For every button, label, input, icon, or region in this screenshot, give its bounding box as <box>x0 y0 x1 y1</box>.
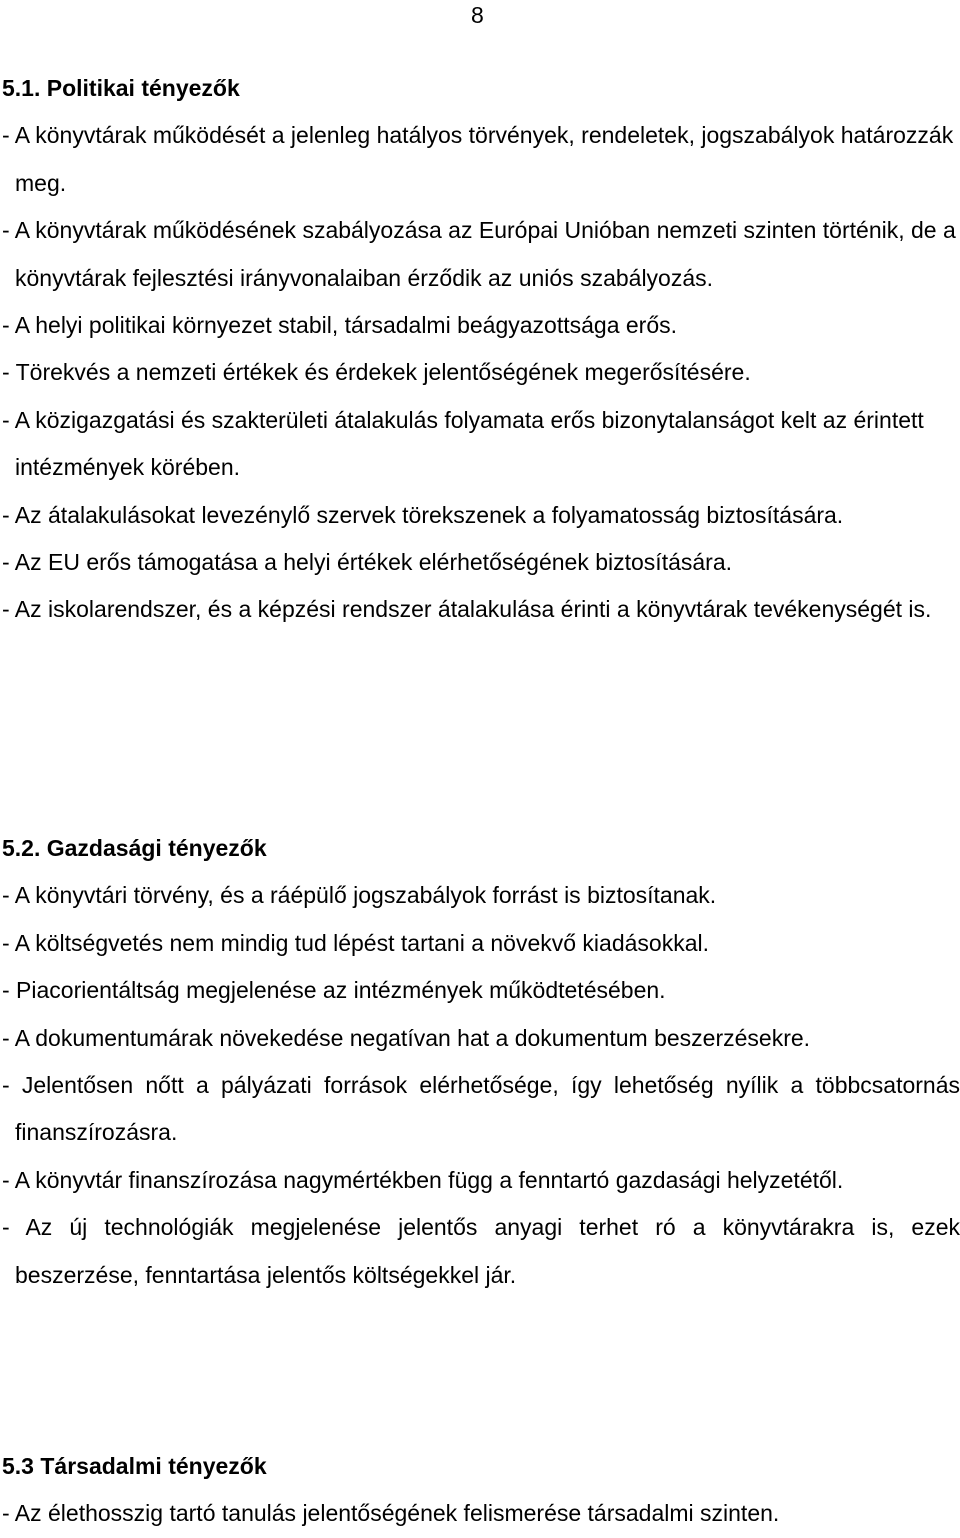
section-heading: 5.1. Politikai tényezők <box>2 75 240 101</box>
list-item: - A könyvtárak működését a jelenleg hatályos törvények, rendeletek, jogszabályok határozzák meg. <box>2 122 954 196</box>
section-heading: 5.2. Gazdasági tényezők <box>2 835 267 861</box>
list-item: - A könyvtár finanszírozása nagymértékben függ a fenntartó gazdasági helyzetétől. <box>2 1166 844 1193</box>
list-item: - A helyi politikai környezet stabil, társadalmi beágyazottsága erős. <box>2 312 678 339</box>
list-item: - Az EU erős támogatása a helyi értékek elérhetőségének biztosítására. <box>2 549 733 576</box>
list-item: - A könyvtári törvény, és a ráépülő jogszabályok forrást is biztosítanak. <box>2 882 717 909</box>
page-number: 8 <box>471 2 484 28</box>
list-item: - Jelentősen nőtt a pályázati források elérhetősége, így lehetőség nyílik a többcsatornás finanszírozásra. <box>2 1072 960 1146</box>
list-item: - A közigazgatási és szakterületi átalakulás folyamata erős bizonytalanságot kelt az érintett intézmények körében. <box>2 406 924 481</box>
list-item: - A dokumentumárak növekedése negatívan hat a dokumentum beszerzésekre. <box>2 1024 811 1051</box>
section-social-factors <box>0 1443 960 1538</box>
list-item: - Az átalakulásokat levezénylő szervek törekszenek a folyamatosság biztosítására. <box>2 501 844 528</box>
list-item: - Az élethosszig tartó tanulás jelentőségének felismerése társadalmi szinten. <box>2 1500 780 1527</box>
section-economic-factors <box>0 825 960 1299</box>
section-heading: 5.3 Társadalmi tényezők <box>2 1453 267 1479</box>
list-item: - Az iskolarendszer, és a képzési rendszer átalakulása érinti a könyvtárak tevékenységét is. <box>2 596 932 623</box>
section-political-factors <box>0 65 960 634</box>
list-item: - A könyvtárak működésének szabályozása az Európai Unióban nemzeti szinten történik, de a könyvtárak fejlesztési irányvonalaiban érződik az uniós szabályozás. <box>2 217 956 291</box>
list-item: - Az új technológiák megjelenése jelentős anyagi terhet ró a könyvtárakra is, ezek beszerzése, fenntartása jelentős költségekkel jár. <box>2 1214 960 1288</box>
list-item: - Törekvés a nemzeti értékek és érdekek jelentőségének megerősítésére. <box>2 359 751 386</box>
list-item: - Piacorientáltság megjelenése az intézmények működtetésében. <box>2 977 666 1004</box>
list-item: - A költségvetés nem mindig tud lépést tartani a növekvő kiadásokkal. <box>2 929 710 956</box>
